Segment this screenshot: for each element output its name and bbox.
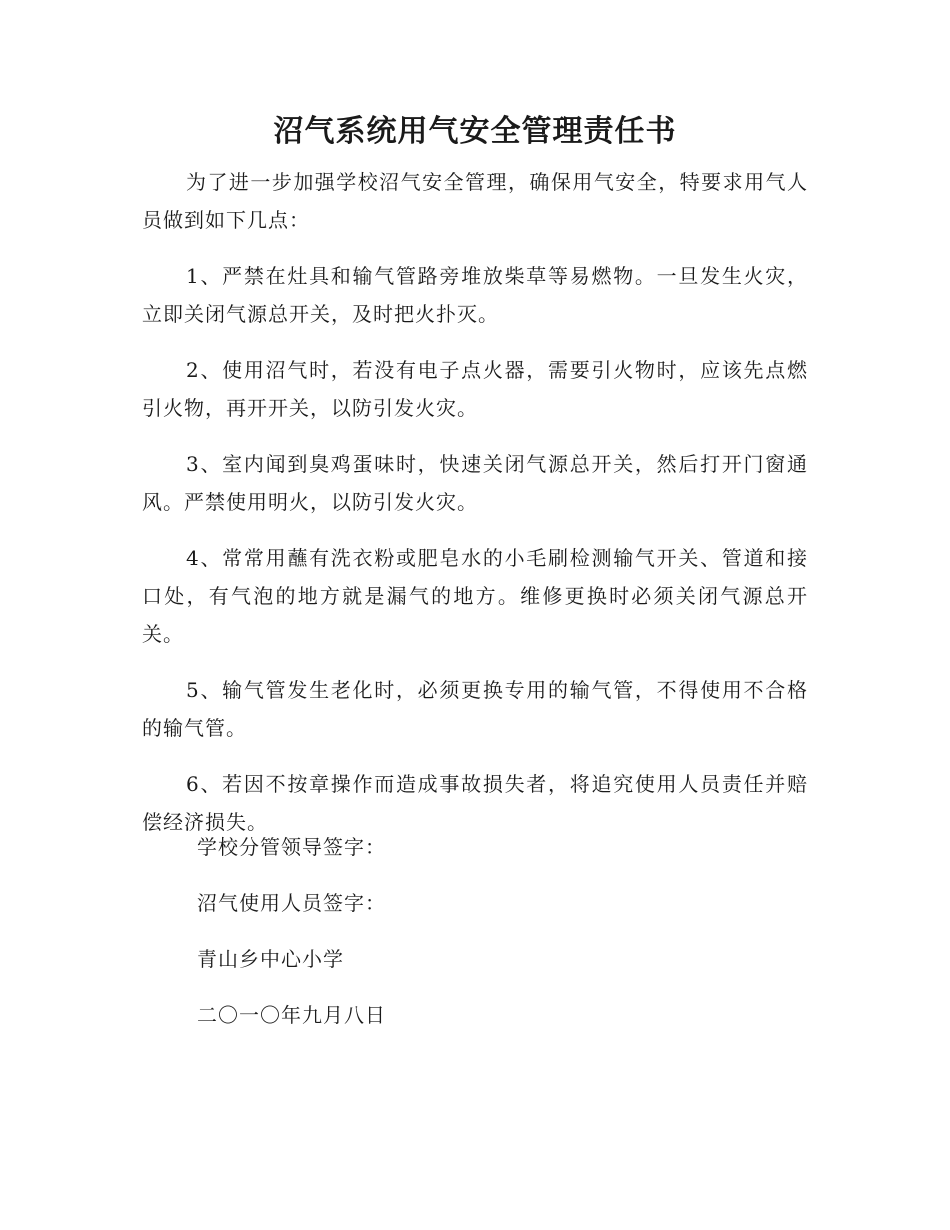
school-name: 青山乡中心小学: [197, 947, 344, 971]
rule-item-6: 6、若因不按章操作而造成事故损失者，将追究使用人员责任并赔偿经济损失。: [142, 772, 808, 834]
rule-item-1: 1、严禁在灶具和输气管路旁堆放柴草等易燃物。一旦发生火灾，立即关闭气源总开关，及时把火扑灭。: [142, 264, 808, 326]
signature-block: [197, 828, 757, 1052]
document-title: 沼气系统用气安全管理责任书: [273, 114, 677, 149]
intro-paragraph: 为了进一步加强学校沼气安全管理，确保用气安全，特要求用气人员做到如下几点：: [142, 170, 808, 232]
rule-item-4: 4、常常用蘸有洗衣粉或肥皂水的小毛刷检测输气开关、管道和接口处，有气泡的地方就是漏气的地方。维修更换时必须关闭气源总开关。: [142, 546, 808, 646]
document-date: 二〇一〇年九月八日: [197, 1003, 386, 1027]
document-body: [142, 163, 808, 859]
rule-item-2: 2、使用沼气时，若没有电子点火器，需要引火物时，应该先点燃引火物，再开开关，以防引发火灾。: [142, 358, 808, 420]
rule-item-3: 3、室内闻到臭鸡蛋味时，快速关闭气源总开关，然后打开门窗通风。严禁使用明火，以防引发火灾。: [142, 452, 808, 514]
user-signature-label: 沼气使用人员签字：: [197, 891, 386, 915]
leader-signature-label: 学校分管领导签字：: [197, 835, 386, 859]
rule-item-5: 5、输气管发生老化时，必须更换专用的输气管，不得使用不合格的输气管。: [142, 678, 808, 740]
